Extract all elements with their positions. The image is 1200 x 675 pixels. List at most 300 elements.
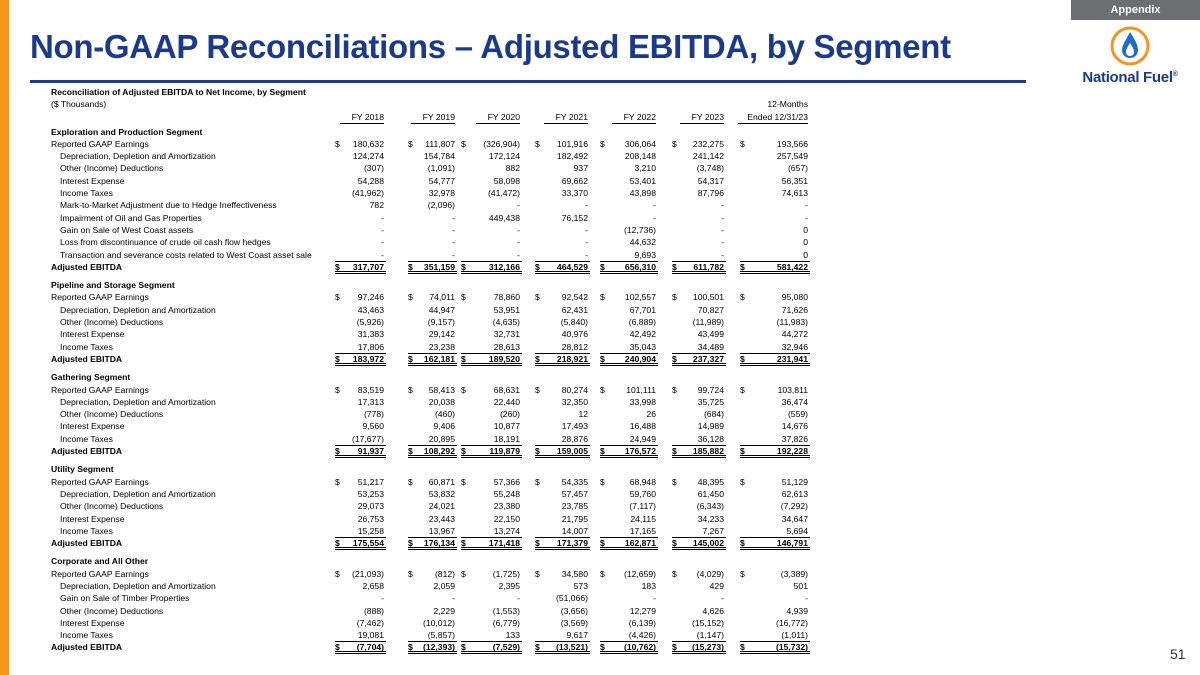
cell-value: - bbox=[381, 224, 384, 235]
cell-value: 351,159 bbox=[423, 261, 455, 272]
table-row bbox=[51, 617, 811, 629]
currency-symbol: $ bbox=[335, 292, 340, 303]
currency-symbol: $ bbox=[740, 353, 745, 364]
cell-value: 159,005 bbox=[556, 446, 588, 457]
cell-value: 18,191 bbox=[493, 433, 520, 444]
currency-symbol: $ bbox=[335, 261, 340, 272]
table-row bbox=[51, 212, 811, 224]
cell-value: 54,335 bbox=[561, 476, 588, 487]
column-header: FY 2021 bbox=[544, 111, 588, 124]
cell-value: - bbox=[381, 237, 384, 248]
cell-value: 68,631 bbox=[493, 384, 520, 395]
cell-value: (559) bbox=[787, 409, 808, 420]
cell-value: - bbox=[805, 200, 808, 211]
cell-value: - bbox=[721, 200, 724, 211]
appendix-tab: Appendix bbox=[1071, 0, 1200, 20]
segment-title: Exploration and Production Segment bbox=[51, 126, 203, 137]
cell-value: 14,989 bbox=[697, 421, 724, 432]
cell-value: - bbox=[452, 237, 455, 248]
row-label: Reported GAAP Earnings bbox=[51, 476, 149, 487]
currency-symbol: $ bbox=[408, 261, 413, 272]
cell-value: 882 bbox=[505, 163, 520, 174]
cell-value: 99,724 bbox=[697, 384, 724, 395]
cell-value: 146,791 bbox=[776, 538, 808, 549]
cell-value: 154,784 bbox=[423, 151, 455, 162]
currency-symbol: $ bbox=[672, 353, 677, 364]
cell-value: 26 bbox=[646, 409, 656, 420]
cell-value: (1,091) bbox=[427, 163, 455, 174]
row-label: Depreciation, Depletion and Amortization bbox=[60, 151, 216, 162]
cell-value: - bbox=[805, 212, 808, 223]
table-row bbox=[51, 138, 811, 150]
currency-symbol: $ bbox=[461, 476, 466, 487]
cell-value: 69,662 bbox=[561, 175, 588, 186]
cell-value: 74,613 bbox=[781, 188, 808, 199]
currency-symbol: $ bbox=[672, 476, 677, 487]
table-row bbox=[51, 500, 811, 512]
cell-value: 42,492 bbox=[629, 329, 656, 340]
cell-value: 145,002 bbox=[692, 538, 724, 549]
cell-value: 7,267 bbox=[702, 525, 724, 536]
cell-value: 32,946 bbox=[781, 341, 808, 352]
row-label: Other (Income) Deductions bbox=[60, 501, 164, 512]
cell-value: (7,704) bbox=[356, 642, 384, 653]
currency-symbol: $ bbox=[535, 353, 540, 364]
cell-value: 37,826 bbox=[781, 433, 808, 444]
row-label: Adjusted EBITDA bbox=[51, 261, 123, 272]
table-row bbox=[51, 175, 811, 187]
cell-value: - bbox=[721, 593, 724, 604]
currency-symbol: $ bbox=[535, 538, 540, 549]
cell-value: 9,617 bbox=[566, 630, 588, 641]
table-heading: Reconciliation of Adjusted EBITDA to Net Income, by Segment bbox=[51, 87, 306, 97]
currency-symbol: $ bbox=[335, 476, 340, 487]
cell-value: 95,080 bbox=[781, 292, 808, 303]
row-label: Interest Expense bbox=[60, 513, 125, 524]
row-label: Other (Income) Deductions bbox=[60, 317, 164, 328]
row-label: Interest Expense bbox=[60, 617, 125, 628]
cell-value: 240,904 bbox=[624, 353, 656, 364]
cell-value: - bbox=[585, 200, 588, 211]
cell-value: 0 bbox=[803, 237, 808, 248]
currency-symbol: $ bbox=[740, 476, 745, 487]
reconciliation-table bbox=[51, 86, 811, 654]
cell-value: 101,111 bbox=[626, 384, 656, 395]
cell-value: (15,152) bbox=[691, 617, 724, 628]
cell-value: 54,288 bbox=[357, 175, 384, 186]
left-accent-bar bbox=[0, 0, 9, 675]
segments-body bbox=[51, 124, 811, 654]
cell-value: 24,115 bbox=[630, 513, 656, 524]
cell-value: 13,274 bbox=[493, 525, 520, 536]
cell-value: 237,327 bbox=[692, 353, 724, 364]
column-header: FY 2018 bbox=[340, 111, 384, 124]
table-row bbox=[51, 316, 811, 328]
cell-value: - bbox=[585, 237, 588, 248]
cell-value: 60,871 bbox=[428, 476, 455, 487]
row-label: Adjusted EBITDA bbox=[51, 642, 123, 653]
cell-value: 2,059 bbox=[433, 580, 455, 591]
cell-value: 32,731 bbox=[493, 329, 520, 340]
cell-value: 87,796 bbox=[697, 188, 724, 199]
row-label: Other (Income) Deductions bbox=[60, 605, 164, 616]
cell-value: - bbox=[517, 224, 520, 235]
currency-symbol: $ bbox=[335, 446, 340, 457]
row-label: Adjusted EBITDA bbox=[51, 446, 123, 457]
cell-value: 218,921 bbox=[556, 353, 588, 364]
row-label: Income Taxes bbox=[60, 188, 113, 199]
cell-value: (326,904) bbox=[483, 138, 520, 149]
cell-value: 91,937 bbox=[357, 446, 384, 457]
row-label: Gain on Sale of West Coast assets bbox=[60, 224, 194, 235]
adjusted-ebitda-row bbox=[51, 261, 811, 273]
cell-value: 28,613 bbox=[493, 341, 520, 352]
cell-value: (51,066) bbox=[555, 593, 588, 604]
cell-value: 20,038 bbox=[428, 396, 455, 407]
currency-symbol: $ bbox=[335, 642, 340, 653]
cell-value: 0 bbox=[803, 249, 808, 260]
cell-value: 937 bbox=[573, 163, 588, 174]
cell-value: 9,406 bbox=[433, 421, 455, 432]
currency-symbol: $ bbox=[408, 138, 413, 149]
currency-symbol: $ bbox=[408, 353, 413, 364]
table-row bbox=[51, 408, 811, 420]
cell-value: 3,210 bbox=[634, 163, 656, 174]
cell-value: 34,233 bbox=[697, 513, 724, 524]
cell-value: 101,916 bbox=[556, 138, 588, 149]
cell-value: (6,343) bbox=[696, 501, 724, 512]
currency-symbol: $ bbox=[672, 384, 677, 395]
cell-value: - bbox=[381, 249, 384, 260]
cell-value: 656,310 bbox=[624, 261, 656, 272]
cell-value: (260) bbox=[499, 409, 520, 420]
cell-value: - bbox=[721, 212, 724, 223]
currency-symbol: $ bbox=[461, 261, 466, 272]
cell-value: 241,142 bbox=[692, 151, 724, 162]
cell-value: 23,238 bbox=[428, 341, 455, 352]
cell-value: 22,440 bbox=[493, 396, 520, 407]
cell-value: 208,148 bbox=[624, 151, 656, 162]
cell-value: (1,553) bbox=[492, 605, 520, 616]
cell-value: 464,529 bbox=[556, 261, 588, 272]
cell-value: 17,313 bbox=[357, 396, 384, 407]
cell-value: - bbox=[721, 249, 724, 260]
cell-value: (307) bbox=[363, 163, 384, 174]
table-row bbox=[51, 476, 811, 488]
currency-symbol: $ bbox=[535, 446, 540, 457]
cell-value: 21,795 bbox=[561, 513, 588, 524]
cell-value: 34,489 bbox=[697, 341, 724, 352]
currency-symbol: $ bbox=[408, 446, 413, 457]
cell-value: 97,246 bbox=[357, 292, 384, 303]
segment-title: Utility Segment bbox=[51, 464, 114, 475]
table-row bbox=[51, 150, 811, 162]
cell-value: 611,782 bbox=[693, 261, 724, 272]
row-label: Other (Income) Deductions bbox=[60, 409, 164, 420]
row-label: Adjusted EBITDA bbox=[51, 353, 123, 364]
table-row bbox=[51, 420, 811, 432]
row-label: Interest Expense bbox=[60, 329, 125, 340]
cell-value: 92,542 bbox=[561, 292, 588, 303]
table-row bbox=[51, 433, 811, 445]
cell-value: 57,366 bbox=[493, 476, 520, 487]
cell-value: - bbox=[381, 212, 384, 223]
cell-value: 2,395 bbox=[498, 580, 520, 591]
cell-value: (6,779) bbox=[492, 617, 520, 628]
title-divider bbox=[30, 80, 1026, 83]
cell-value: 501 bbox=[793, 580, 808, 591]
table-row bbox=[51, 525, 811, 537]
currency-symbol: $ bbox=[461, 568, 466, 579]
currency-symbol: $ bbox=[335, 353, 340, 364]
cell-value: 44,947 bbox=[428, 304, 455, 315]
cell-value: 35,043 bbox=[629, 341, 656, 352]
adjusted-ebitda-row bbox=[51, 353, 811, 365]
currency-symbol: $ bbox=[600, 446, 605, 457]
cell-value: 43,463 bbox=[357, 304, 384, 315]
cell-value: 76,152 bbox=[561, 212, 588, 223]
cell-value: (17,677) bbox=[351, 433, 384, 444]
cell-value: 34,647 bbox=[781, 513, 808, 524]
cell-value: - bbox=[452, 224, 455, 235]
cell-value: 171,379 bbox=[556, 538, 588, 549]
cell-value: - bbox=[653, 200, 656, 211]
cell-value: 44,632 bbox=[629, 237, 656, 248]
currency-symbol: $ bbox=[600, 261, 605, 272]
cell-value: - bbox=[721, 224, 724, 235]
adjusted-ebitda-row bbox=[51, 537, 811, 549]
cell-value: 20,895 bbox=[428, 433, 455, 444]
cell-value: 83,519 bbox=[357, 384, 384, 395]
cell-value: 53,253 bbox=[357, 488, 384, 499]
cell-value: 32,978 bbox=[428, 188, 455, 199]
cell-value: 51,129 bbox=[781, 476, 808, 487]
cell-value: 23,443 bbox=[428, 513, 455, 524]
currency-symbol: $ bbox=[408, 292, 413, 303]
row-label: Other (Income) Deductions bbox=[60, 163, 164, 174]
cell-value: 19,081 bbox=[357, 630, 384, 641]
currency-symbol: $ bbox=[461, 446, 466, 457]
cell-value: (1,147) bbox=[696, 630, 724, 641]
cell-value: 162,181 bbox=[423, 353, 455, 364]
currency-symbol: $ bbox=[672, 138, 677, 149]
cell-value: (778) bbox=[363, 409, 384, 420]
row-label: Reported GAAP Earnings bbox=[51, 138, 149, 149]
cell-value: 124,274 bbox=[352, 151, 384, 162]
cell-value: 33,998 bbox=[629, 396, 656, 407]
cell-value: (21,093) bbox=[351, 568, 384, 579]
cell-value: 58,098 bbox=[493, 175, 520, 186]
cell-value: 33,370 bbox=[561, 188, 588, 199]
cell-value: 573 bbox=[573, 580, 588, 591]
cell-value: 111,807 bbox=[425, 138, 455, 149]
cell-value: 103,811 bbox=[777, 384, 808, 395]
cell-value: 71,626 bbox=[781, 304, 808, 315]
currency-symbol: $ bbox=[600, 568, 605, 579]
cell-value: (2,096) bbox=[427, 200, 455, 211]
table-row bbox=[51, 488, 811, 500]
cell-value: (41,472) bbox=[487, 188, 520, 199]
cell-value: 180,632 bbox=[352, 138, 384, 149]
cell-value: (12,736) bbox=[623, 224, 656, 235]
cell-value: 28,812 bbox=[561, 341, 588, 352]
currency-symbol: $ bbox=[461, 538, 466, 549]
cell-value: 14,676 bbox=[781, 421, 808, 432]
units-label: ($ Thousands) bbox=[51, 99, 107, 110]
cell-value: - bbox=[517, 593, 520, 604]
cell-value: 48,395 bbox=[697, 476, 724, 487]
cell-value: 312,166 bbox=[488, 261, 520, 272]
currency-symbol: $ bbox=[672, 292, 677, 303]
row-label: Depreciation, Depletion and Amortization bbox=[60, 304, 216, 315]
slide-title: Non-GAAP Reconciliations – Adjusted EBITDA, by Segment bbox=[30, 28, 951, 65]
cell-value: 102,557 bbox=[624, 292, 656, 303]
segment-title: Gathering Segment bbox=[51, 372, 131, 383]
row-label: Gain on Sale of Timber Properties bbox=[60, 593, 190, 604]
cell-value: 31,383 bbox=[357, 329, 384, 340]
table-row bbox=[51, 580, 811, 592]
cell-value: 232,275 bbox=[692, 138, 724, 149]
cell-value: - bbox=[585, 249, 588, 260]
cell-value: 53,832 bbox=[428, 488, 455, 499]
cell-value: (5,840) bbox=[560, 317, 588, 328]
table-row bbox=[51, 341, 811, 353]
currency-symbol: $ bbox=[672, 261, 677, 272]
currency-symbol: $ bbox=[600, 642, 605, 653]
cell-value: (41,962) bbox=[351, 188, 384, 199]
cell-value: (12,659) bbox=[623, 568, 656, 579]
cell-value: 36,128 bbox=[697, 433, 724, 444]
row-label: Interest Expense bbox=[60, 175, 125, 186]
cell-value: 59,760 bbox=[629, 488, 656, 499]
cell-value: 58,413 bbox=[428, 384, 455, 395]
row-label: Transaction and severance costs related to West Coast asset sale bbox=[60, 249, 312, 260]
currency-symbol: $ bbox=[600, 538, 605, 549]
currency-symbol: $ bbox=[461, 292, 466, 303]
cell-value: 24,949 bbox=[629, 433, 656, 444]
currency-symbol: $ bbox=[408, 568, 413, 579]
table-row bbox=[51, 187, 811, 199]
currency-symbol: $ bbox=[535, 642, 540, 653]
currency-symbol: $ bbox=[672, 538, 677, 549]
cell-value: 34,580 bbox=[561, 568, 588, 579]
logo-wordmark: National Fuel® bbox=[1082, 69, 1178, 86]
ttm-header-line1: 12-Months bbox=[767, 99, 808, 110]
row-label: Reported GAAP Earnings bbox=[51, 384, 149, 395]
flame-logo-icon bbox=[1108, 26, 1152, 66]
cell-value: (3,569) bbox=[560, 617, 588, 628]
cell-value: 10,877 bbox=[493, 421, 520, 432]
cell-value: (16,772) bbox=[775, 617, 808, 628]
cell-value: 317,707 bbox=[352, 261, 384, 272]
cell-value: - bbox=[653, 212, 656, 223]
currency-symbol: $ bbox=[461, 384, 466, 395]
table-row bbox=[51, 304, 811, 316]
cell-value: (4,029) bbox=[696, 568, 724, 579]
currency-symbol: $ bbox=[672, 642, 677, 653]
row-label: Reported GAAP Earnings bbox=[51, 568, 149, 579]
column-header: FY 2023 bbox=[680, 111, 724, 124]
cell-value: 182,492 bbox=[556, 151, 588, 162]
column-header: FY 2020 bbox=[476, 111, 520, 124]
cell-value: (6,889) bbox=[628, 317, 656, 328]
table-row bbox=[51, 249, 811, 261]
cell-value: 57,457 bbox=[561, 488, 588, 499]
currency-symbol: $ bbox=[408, 476, 413, 487]
cell-value: (6,139) bbox=[628, 617, 656, 628]
cell-value: 12,279 bbox=[629, 605, 656, 616]
cell-value: (3,389) bbox=[780, 568, 808, 579]
cell-value: (888) bbox=[363, 605, 384, 616]
cell-value: 32,350 bbox=[561, 396, 588, 407]
row-label: Income Taxes bbox=[60, 433, 113, 444]
currency-symbol: $ bbox=[600, 138, 605, 149]
adjusted-ebitda-row bbox=[51, 641, 811, 653]
cell-value: 56,351 bbox=[781, 175, 808, 186]
cell-value: 175,554 bbox=[352, 538, 384, 549]
cell-value: 40,976 bbox=[561, 329, 588, 340]
cell-value: 54,777 bbox=[428, 175, 455, 186]
currency-symbol: $ bbox=[335, 138, 340, 149]
cell-value: 5,694 bbox=[786, 525, 808, 536]
cell-value: 55,248 bbox=[493, 488, 520, 499]
cell-value: 162,871 bbox=[624, 538, 656, 549]
cell-value: - bbox=[452, 249, 455, 260]
cell-value: 61,450 bbox=[697, 488, 724, 499]
table-row bbox=[51, 384, 811, 396]
cell-value: 26,753 bbox=[357, 513, 384, 524]
cell-value: (3,748) bbox=[696, 163, 724, 174]
currency-symbol: $ bbox=[335, 568, 340, 579]
cell-value: 62,613 bbox=[781, 488, 808, 499]
cell-value: 17,165 bbox=[629, 525, 656, 536]
cell-value: 51,217 bbox=[357, 476, 384, 487]
cell-value: 43,898 bbox=[629, 188, 656, 199]
cell-value: 44,272 bbox=[781, 329, 808, 340]
cell-value: (12,393) bbox=[422, 642, 455, 653]
cell-value: (7,462) bbox=[356, 617, 384, 628]
cell-value: (15,732) bbox=[775, 642, 808, 653]
cell-value: 70,827 bbox=[697, 304, 724, 315]
national-fuel-logo bbox=[1072, 26, 1188, 90]
table-row bbox=[51, 162, 811, 174]
cell-value: (7,117) bbox=[629, 501, 656, 512]
segment-title: Pipeline and Storage Segment bbox=[51, 280, 175, 291]
row-label: Depreciation, Depletion and Amortization bbox=[60, 488, 216, 499]
cell-value: 15,258 bbox=[357, 525, 384, 536]
table-row bbox=[51, 568, 811, 580]
cell-value: - bbox=[653, 593, 656, 604]
cell-value: 2,658 bbox=[362, 580, 384, 591]
cell-value: 62,431 bbox=[561, 304, 588, 315]
cell-value: 12 bbox=[578, 409, 588, 420]
currency-symbol: $ bbox=[600, 384, 605, 395]
cell-value: 13,967 bbox=[428, 525, 455, 536]
cell-value: (10,762) bbox=[623, 642, 656, 653]
currency-symbol: $ bbox=[461, 353, 466, 364]
cell-value: 23,380 bbox=[493, 501, 520, 512]
cell-value: 2,229 bbox=[433, 605, 455, 616]
cell-value: (1,011) bbox=[781, 630, 808, 641]
cell-value: 176,572 bbox=[624, 446, 656, 457]
cell-value: 231,941 bbox=[776, 353, 808, 364]
currency-symbol: $ bbox=[740, 568, 745, 579]
cell-value: 183 bbox=[641, 580, 656, 591]
currency-symbol: $ bbox=[408, 538, 413, 549]
table-row bbox=[51, 291, 811, 303]
cell-value: (812) bbox=[434, 568, 455, 579]
cell-value: - bbox=[585, 224, 588, 235]
